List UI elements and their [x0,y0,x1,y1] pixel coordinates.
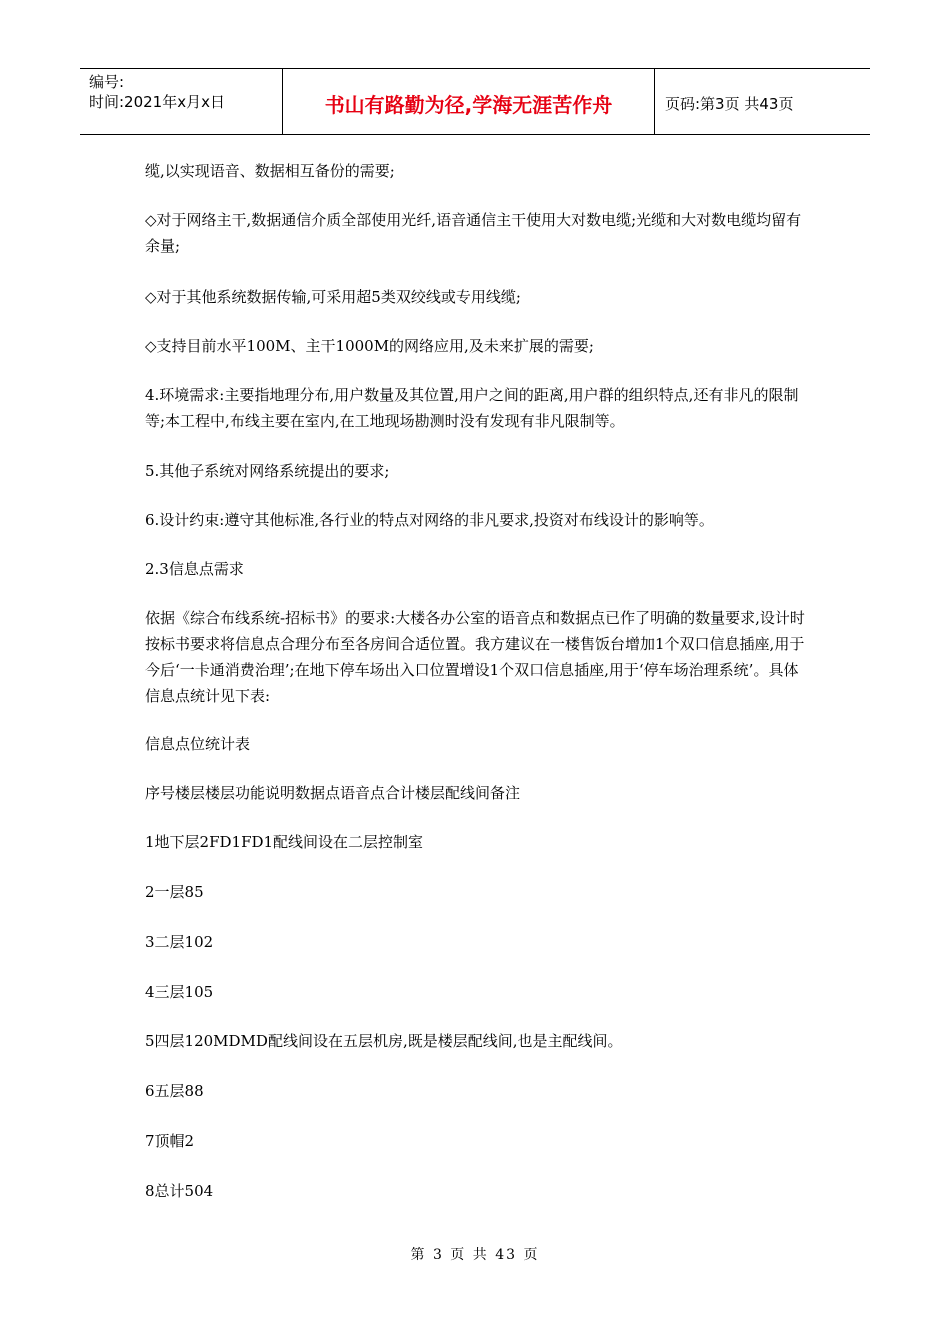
paragraph: 依据《综合布线系统-招标书》的要求:大楼各办公室的语音点和数据点已作了明确的数量要求,设计时按标书要求将信息点合理分布至各房间合适位置。我方建议在一楼售饭台增加1个双口信息插座,用于今后‘一卡通消费治理’;在地下停车场出入口位置增设1个双口信息插座,用于‘停车场治理系统’。具体信息点统计见下表: [145,609,805,705]
table-row: 3二层102 [145,933,214,951]
table-row: 2一层85 [145,883,204,901]
header-meta [80,69,282,134]
table-row: 7顶帽2 [145,1132,195,1150]
section-heading: 2.3信息点需求 [145,560,244,578]
paragraph: 5.其他子系统对网络系统提出的要求; [145,462,390,480]
header-page-info: 页码:第3页 共43页 [665,95,794,113]
paragraph: ◇对于网络主干,数据通信介质全部使用光纤,语音通信主干使用大对数电缆;光缆和大对数电缆均留有余量; [145,211,802,255]
time-label: 时间:2021年x月x日 [89,93,225,111]
paragraph: 4.环境需求:主要指地理分布,用户数量及其位置,用户之间的距离,用户群的组织特点,还有非凡的限制等;本工程中,布线主要在室内,在工地现场勘测时没有发现有非凡限制等。 [145,386,799,430]
paragraph: ◇对于其他系统数据传输,可采用超5类双绞线或专用线缆; [145,288,521,306]
paragraph: 缆,以实现语音、数据相互备份的需要; [145,162,395,180]
table-title: 信息点位统计表 [145,735,251,753]
paragraph: 6.设计约束:遵守其他标准,各行业的特点对网络的非凡要求,投资对布线设计的影响等。 [145,511,714,529]
table-row: 4三层105 [145,983,214,1001]
header-motto: 书山有路勤为径,学海无涯苦作舟 [282,69,655,134]
serial-label: 编号: [89,73,125,91]
paragraph: ◇支持目前水平100M、主干1000M的网络应用,及未来扩展的需要; [145,337,594,355]
table-row: 5四层120MDMD配线间设在五层机房,既是楼层配线间,也是主配线间。 [145,1032,623,1050]
page-footer: 第 3 页 共 43 页 [410,1247,540,1263]
table-row: 8总计504 [145,1182,214,1200]
table-row: 1地下层2FD1FD1配线间设在二层控制室 [145,833,424,851]
table-row: 6五层88 [145,1082,204,1100]
table-header-row: 序号楼层楼层功能说明数据点语音点合计楼层配线间备注 [145,784,521,802]
page-header [80,68,870,135]
